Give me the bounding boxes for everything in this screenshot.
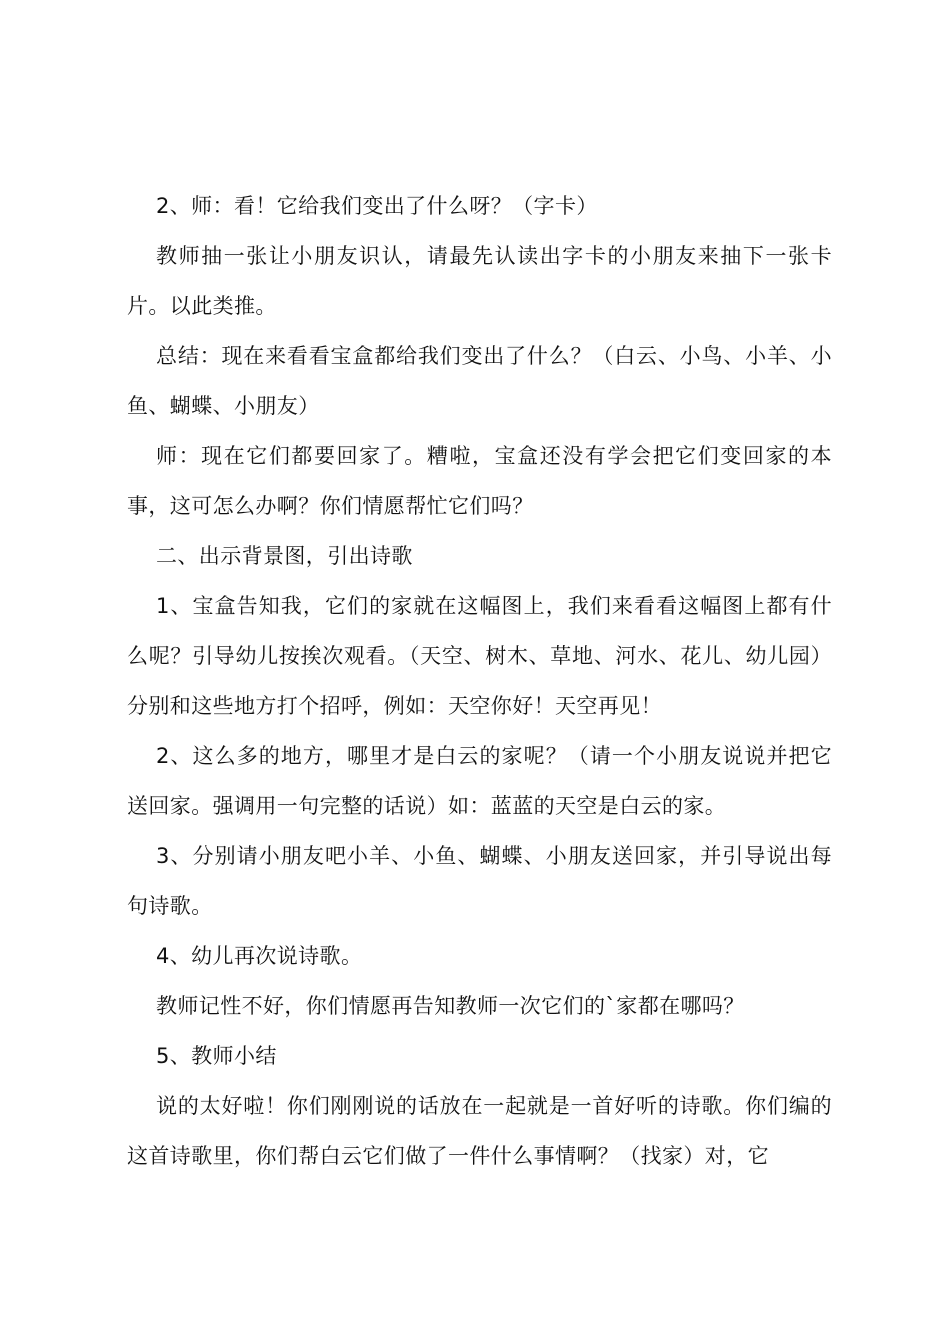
paragraph: 2、这么多的地方，哪里才是白云的家呢？（请一个小朋友说说并把它送回家。强调用一句完整的话说）如：蓝蓝的天空是白云的家。 [127,744,832,818]
paragraph: 总结：现在来看看宝盒都给我们变出了什么？（白云、小鸟、小羊、小鱼、蝴蝶、小朋友） [127,344,832,418]
paragraph: 师：现在它们都要回家了。糟啦，宝盒还没有学会把它们变回家的本事，这可怎么办啊？你们情愿帮忙它们吗？ [127,444,832,518]
paragraph: 2、师：看！它给我们变出了什么呀？（字卡） [156,194,598,218]
paragraph: 5、教师小结 [156,1044,277,1068]
paragraph: 3、分别请小朋友吧小羊、小鱼、蝴蝶、小朋友送回家，并引导说出每句诗歌。 [127,844,832,918]
paragraph: 4、幼儿再次说诗歌。 [156,944,363,968]
document-body [127,181,832,1181]
paragraph: 教师记性不好，你们情愿再告知教师一次它们的`家都在哪吗？ [156,994,745,1018]
paragraph: 1、宝盒告知我，它们的家就在这幅图上，我们来看看这幅图上都有什么呢？引导幼儿按挨次观看。（天空、树木、草地、河水、花儿、幼儿园）分别和这些地方打个招呼，例如：天空你好！天空再见！ [127,594,832,718]
section-heading: 二、出示背景图，引出诗歌 [156,544,413,568]
paragraph: 说的太好啦！你们刚刚说的话放在一起就是一首好听的诗歌。你们编的这首诗歌里，你们帮白云它们做了一件什么事情啊？（找家）对，它 [127,1094,832,1168]
paragraph: 教师抽一张让小朋友识认，请最先认读出字卡的小朋友来抽下一张卡片。以此类推。 [127,244,832,318]
